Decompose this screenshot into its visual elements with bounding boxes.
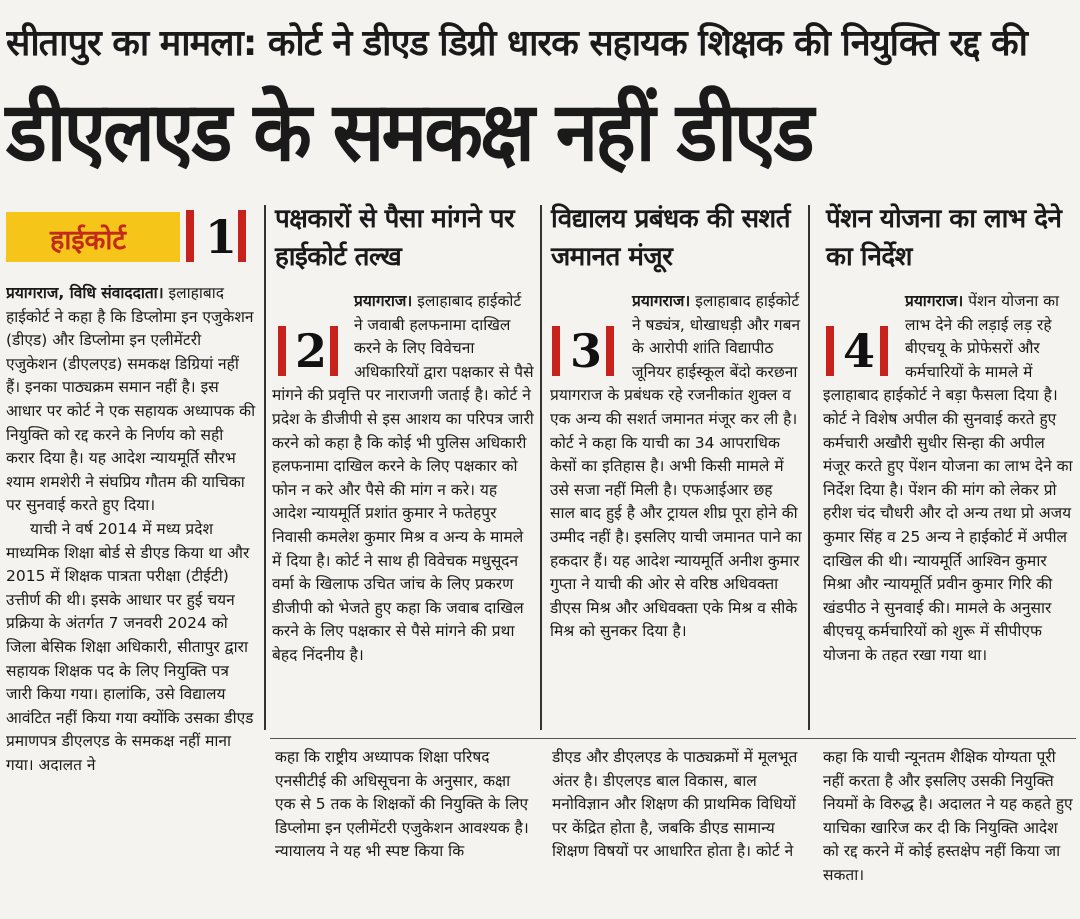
main-headline: डीएलएड के समकक्ष नहीं डीएड	[6, 85, 812, 180]
number-bar-right-2	[330, 326, 338, 376]
story-1-column	[6, 282, 256, 919]
story-4-title: पेंशन योजना का लाभ देने का निर्देश	[826, 204, 1062, 272]
number-bar-right-1	[238, 210, 246, 262]
column-rule	[540, 205, 542, 730]
number-bar-left-2	[278, 326, 286, 376]
story-4-number: 4	[843, 324, 876, 378]
story-4-body: पेंशन योजना का लाभ देने की लड़ाई लड़ रहे बीएचयू के प्रोफेसरों और कर्मचारियों के मामले में इलाहाबाद हाईकोर्ट ने बड़ा फैसला दिया है। कोर्ट ने विशेष अपील की सुनवाई करते हुए कर्मचारी अखौरी सुधीर सिन्हा की अपील मंजूर करते हुए पेंशन योजना का लाभ देने का निर्देश दिया है। पेंशन की मांग को लेकर प्रो हरीश चंद चौधरी और दो अन्य तथा प्रो अजय कुमार सिंह व 25 अन्य ने हाईकोर्ट में अपील दाखिल की थी। न्यायमूर्ति आश्विन कुमार मिश्रा और न्यायमूर्ति प्रवीन कुमार गिरि की खंडपीठ ने सुनवाई की। मामले के अनुसार बीएचयू कर्मचारियों को शुरू में सीपीएफ योजना के तहत रखा गया था।	[823, 292, 1073, 664]
number-bar-left-1	[186, 210, 194, 262]
column-rule	[264, 205, 266, 730]
story-1-body-2: याची ने वर्ष 2014 में मध्य प्रदेश माध्यमिक शिक्षा बोर्ड से डीएड किया था और 2015 में शिक्षक पात्रता परीक्षा (टीईटी) उत्तीर्ण की थी। इसके आधार पर हुई चयन प्रक्रिया के अंतर्गत 7 जनवरी 2024 को जिला बेसिक शिक्षा अधिकारी, सीतापुर द्वारा सहायक शिक्षक पद के लिए नियुक्ति पत्र जारी किया गया। हालांकि, उसे विद्यालय आवंटित नहीं किया गया क्योंकि उसका डीएड प्रमाणपत्र डीएलएड के समकक्ष नहीं माना गया। अदालत ने	[6, 519, 254, 774]
story-number-1: 1	[205, 210, 238, 264]
box-bottom-rule	[270, 738, 1076, 739]
section-tag: हाईकोर्ट	[50, 225, 126, 256]
story-1-body: इलाहाबाद हाईकोर्ट ने कहा है कि डिप्लोमा इन एजुकेशन (डीएड) और डिप्लोमा इन एलीमेंटरी एजुकेशन (डीएलएड) समकक्ष डिग्रियां नहीं हैं। इनका पाठ्यक्रम समान नहीं है। इस आधार पर कोर्ट ने एक सहायक अध्यापक की नियुक्ति को रद्द करने के निर्णय को सही करार दिया है। यह आदेश न्यायमूर्ति सौरभ श्याम शमशेरी ने संघप्रिय गौतम की याचिका पर सुनवाई करते हुए दिया।	[6, 284, 256, 515]
story-3-body: इलाहाबाद हाईकोर्ट ने षड्यंत्र, धोखाधड़ी और गबन के आरोपी शांति विद्यापीठ जूनियर हाईस्कूल बेंदो करछना प्रयागराज के प्रबंधक रहे रजनीकांत शुक्ल व एक अन्य की सशर्त जमानत मंजूर कर ली है। कोर्ट ने कहा कि याची का 34 आपराधिक केसों का इतिहास है। अभी किसी मामले में उसे सजा नहीं मिली है। एफआईआर छह साल बाद हुई है और ट्रायल शीघ्र पूरा होने की उम्मीद नहीं है। इसलिए याची जमानत पाने का हकदार हैं। यह आदेश न्यायमूर्ति अनीश कुमार गुप्ता ने याची की ओर से वरिष्ठ अधिवक्ता डीएस मिश्र और अधिवक्ता एके मिश्र व सीके मिश्र को सुनकर दिया है।	[550, 292, 802, 641]
number-bar-left-4	[826, 326, 834, 376]
story-3-number: 3	[570, 324, 603, 378]
story-3-title: विद्यालय प्रबंधक की सशर्त जमानत मंजूर	[551, 204, 791, 272]
story-2-dateline: प्रयागराज।	[354, 292, 413, 310]
number-bar-left-3	[552, 326, 560, 376]
column-rule	[808, 205, 810, 730]
number-bar-right-3	[606, 326, 614, 376]
story-2-number: 2	[295, 324, 328, 378]
story-2-body: इलाहाबाद हाईकोर्ट ने जवाबी हलफनामा दाखिल करने के लिए विवेचना अधिकारियों द्वारा पक्षकार से पैसे मांगने की प्रवृत्ति पर नाराजगी जताई है। कोर्ट ने प्रदेश के डीजीपी से इस आशय का परिपत्र जारी करने को कहा है कि कोई भी पुलिस अधिकारी हलफनामा दाखिल करने के लिए पक्षकार को फोन न करे और पैसे की मांग न करे। यह आदेश न्यायमूर्ति प्रशांत कुमार ने फतेहपुर निवासी कमलेश कुमार मिश्र व अन्य के मामले में दिया है। कोर्ट ने साथ ही विवेचक मधुसूदन वर्मा के खिलाफ उचित जांच के लिए प्रकरण डीजीपी को भेजते हुए कहा कि जवाब दाखिल करने के लिए पक्षकार से पैसे मांगने की प्रथा बेहद निंदनीय है।	[272, 292, 534, 664]
story-1-dateline: प्रयागराज, विधि संवाददाता।	[6, 284, 164, 302]
number-bar-right-4	[880, 326, 888, 376]
continuation-column-2: डीएड और डीएलएड के पाठ्यक्रमों में मूलभूत अंतर है। डीएलएड बाल विकास, बाल मनोविज्ञान और शिक्षण की प्राथमिक विधियों पर केंद्रित होता है, जबकि डीएड सामान्य शिक्षण विषयों पर आधारित होता है। कोर्ट ने	[552, 748, 798, 861]
story-3-dateline: प्रयागराज।	[632, 292, 691, 310]
continuation-column-1: कहा कि राष्ट्रीय अध्यापक शिक्षा परिषद एनसीटीई की अधिसूचना के अनुसार, कक्षा एक से 5 तक के शिक्षकों की नियुक्ति के लिए डिप्लोमा इन एलीमेंटरी एजुकेशन आवश्यक है। न्यायालय ने यह भी स्पष्ट किया कि	[275, 748, 529, 861]
kicker-headline: सीतापुर का मामला: कोर्ट ने डीएड डिग्री धारक सहायक शिक्षक की नियुक्ति रद्द की	[6, 23, 1027, 64]
story-2-title: पक्षकारों से पैसा मांगने पर हाईकोर्ट तल्ख	[275, 204, 515, 272]
continuation-column-3: कहा कि याची न्यूनतम शैक्षिक योग्यता पूरी नहीं करता है और इसलिए उसकी नियुक्ति नियमों के विरुद्ध है। अदालत ने यह कहते हुए याचिका खारिज कर दी कि नियुक्ति आदेश को रद्द करने में कोई हस्तक्षेप नहीं किया जा सकता।	[823, 748, 1073, 884]
story-4-dateline: प्रयागराज।	[905, 292, 964, 310]
